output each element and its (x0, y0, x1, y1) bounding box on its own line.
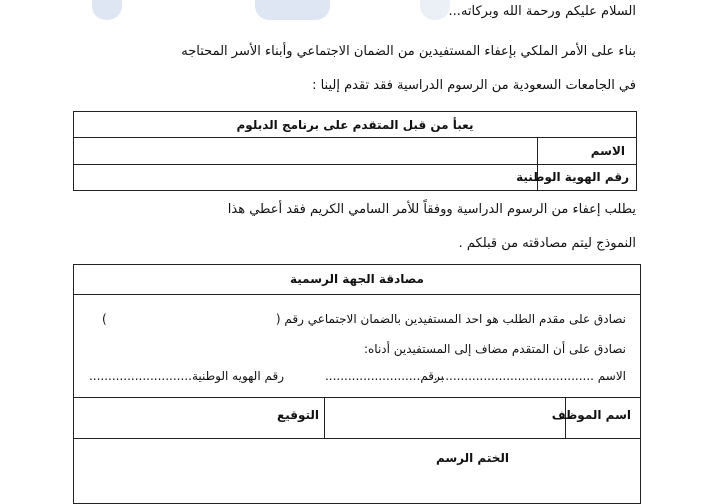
signature-label: التوقيع (277, 408, 319, 422)
letterhead-logo-left (92, 0, 122, 20)
intro-line-2: في الجامعات السعودية من الرسوم الدراسية فقد تقدم إلينا : (312, 78, 636, 93)
confirm-close: ) (102, 312, 107, 326)
signature-field[interactable] (80, 402, 316, 432)
applicant-header: يعبأ من قبل المتقدم على برنامج الدبلوم (236, 118, 474, 132)
national-id-field[interactable] (80, 169, 530, 187)
name-label: الاسم (590, 144, 625, 158)
employee-label: اسم الموظف (551, 408, 631, 422)
greeting-text: السلام عليكم ورحمة الله وبركاته... (448, 4, 636, 19)
fill-national-id[interactable]: رقم الهويه الوطنية........................... (88, 369, 284, 383)
national-id-label: رقم الهوية الوطنية (516, 170, 629, 184)
request-line-1: يطلب إعفاء من الرسوم الدراسية ووفقاً للأمر السامي الكريم فقد أعطي هذا (227, 202, 636, 217)
request-line-2: النموذج ليتم مصادقته من قبلكم . (458, 236, 636, 251)
beneficiaries-line: نصادق على أن المتقدم مضاف إلى المستفيدين أدناه: (363, 342, 626, 356)
name-field[interactable] (80, 143, 530, 161)
letterhead-logo-center (255, 0, 330, 20)
fill-name[interactable]: الاسم .......................................... (433, 369, 626, 383)
letterhead-logo-right (420, 0, 450, 20)
official-header: مصادقة الجهة الرسمية (290, 272, 424, 286)
employee-field[interactable] (330, 402, 560, 432)
stamp-label: الختم الرسم (435, 451, 509, 465)
confirm-line: نصادق على مقدم الطلب هو احد المستفيدين بالضمان الاجتماعي رقم ( (275, 312, 626, 326)
official-section (73, 264, 641, 504)
fill-number[interactable]: برقم......................... (324, 369, 444, 383)
intro-line-1: بناء على الأمر الملكي بإعفاء المستفيدين من الضمان الاجتماعي وأبناء الأسر المحتاجه (181, 44, 636, 59)
